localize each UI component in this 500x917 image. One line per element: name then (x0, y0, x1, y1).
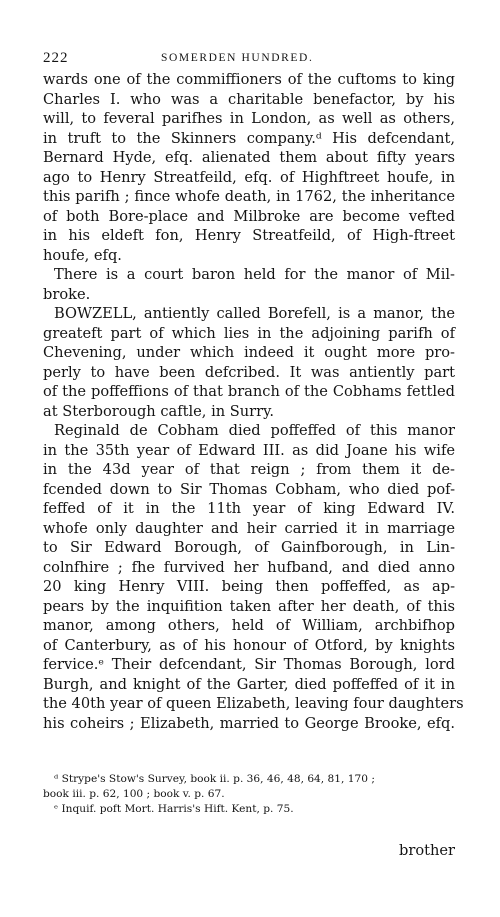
text-line: fcended down to Sir Thomas Cobham, who died pof- (43, 480, 455, 498)
text-line: houfe, efq. (43, 246, 122, 264)
text-line: in the 43d year of that reign ; from them it de- (43, 461, 455, 478)
text-line: BOWZELL, antiently called Borefell, is a manor, the (54, 305, 455, 322)
text-line: Bernard Hyde, efq. alienated them about fifty years (43, 149, 455, 166)
text-line: in truft to the Skinners company.ᵈ His defcendant, (43, 129, 455, 147)
text-line: this parifh ; fince whofe death, in 1762, the inheritance (43, 188, 455, 205)
text-line: in the 35th year of Edward III. as did Joane his wife (43, 441, 455, 459)
text-line: will, to feveral parifhes in London, as well as others, (43, 110, 455, 127)
text-line: to Sir Edward Borough, of Gainfborough, in Lin- (43, 539, 455, 556)
text-line: manor, among others, held of William, archbifhop (43, 617, 455, 634)
text-line: fervice.ᵉ Their defcendant, Sir Thomas Borough, lord (43, 656, 455, 673)
footnote-e: ᵉ Inquif. poft Mort. Harris's Hift. Kent, p. 75. (54, 803, 294, 815)
text-line: feffed of it in the 11th year of king Edward IV. (43, 500, 455, 517)
text-line: There is a court baron held for the manor of Mil- (54, 266, 455, 283)
text-line: Chevening, under which indeed it ought more pro- (43, 344, 455, 361)
text-line: in his eldeft fon, Henry Streatfeild, of High-ftreet (43, 227, 455, 244)
text-line: of Canterbury, as of his honour of Otford, by knights (43, 636, 455, 654)
text-line: pears by the inquifition taken after her death, of this (43, 597, 455, 615)
running-head: SOMERDEN HUNDRED. (161, 52, 314, 64)
text-line: Reginald de Cobham died poffeffed of this manor (54, 422, 455, 439)
text-line: at Sterborough caftle, in Surry. (43, 402, 275, 420)
footnotes (43, 772, 455, 817)
page-number: 222 (43, 50, 69, 66)
body-text (43, 70, 464, 733)
page-header (43, 50, 453, 72)
text-line: whofe only daughter and heir carried it in marriage (43, 519, 455, 537)
text-line: the 40th year of queen Elizabeth, leaving four daughters (43, 695, 464, 712)
text-line: broke. (43, 285, 91, 303)
text-line: perly to have been defcribed. It was antiently part (43, 363, 455, 381)
text-line: Charles I. who was a charitable benefactor, by his (43, 90, 455, 108)
text-line: Burgh, and knight of the Garter, died poffeffed of it in (43, 675, 455, 693)
text-line: 20 king Henry VIII. being then poffeffed, as ap- (43, 578, 455, 595)
text-line: colnfhire ; fhe furvived her hufband, and died anno (43, 558, 455, 576)
text-line: ago to Henry Streatfeild, efq. of Highftreet houfe, in (43, 168, 455, 186)
text-line: of the poffeffions of that branch of the Cobhams fettled (43, 383, 455, 400)
footnote-d-continued: book iii. p. 62, 100 ; book v. p. 67. (43, 788, 225, 800)
text-line: greateft part of which lies in the adjoining parifh of (43, 324, 455, 342)
text-line: of both Bore-place and Milbroke are become vefted (43, 207, 455, 225)
text-line: wards one of the commiffioners of the cuftoms to king (43, 71, 455, 88)
footnote-d: ᵈ Strype's Stow's Survey, book ii. p. 36, 46, 48, 64, 81, 170 ; (54, 773, 375, 785)
catchword: brother (399, 842, 455, 859)
text-line: his coheirs ; Elizabeth, married to George Brooke, efq. (43, 714, 455, 732)
